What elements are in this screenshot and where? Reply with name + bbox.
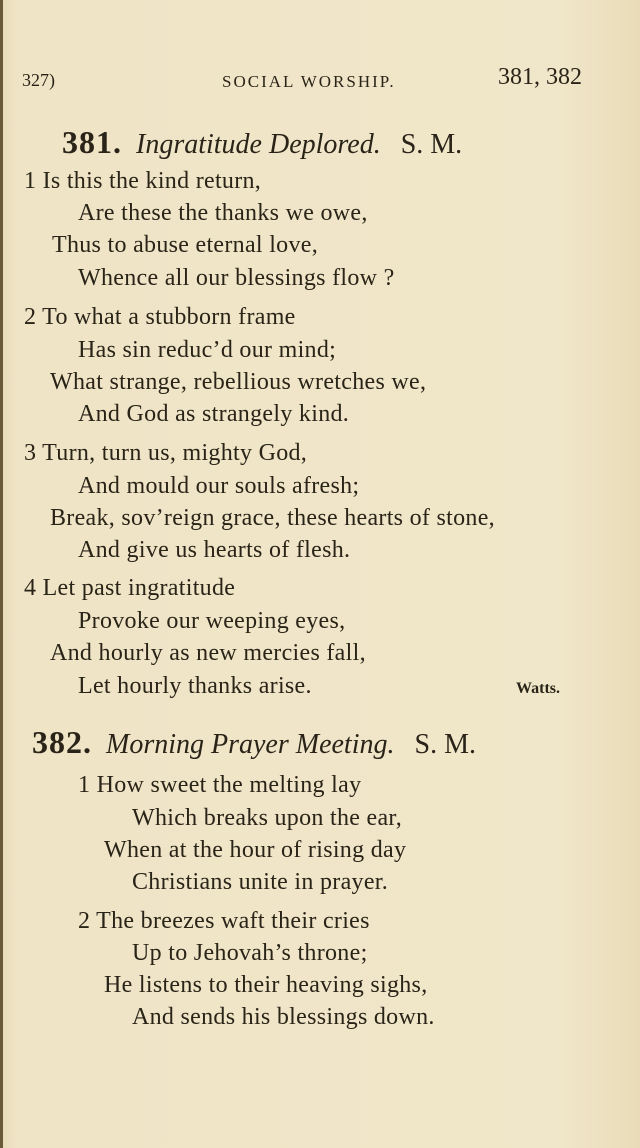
verse-line: 3 Turn, turn us, mighty God, [24, 440, 308, 466]
verse-line: Are these the thanks we owe, [78, 200, 368, 226]
hymn-title: Ingratitude Deplored. [136, 129, 381, 160]
page-edge [0, 0, 3, 1148]
verse-line: And sends his blessings down. [132, 1004, 435, 1030]
page-number: 327) [22, 70, 55, 90]
hymn-number: 381. [62, 124, 122, 160]
hymn-382-heading [32, 724, 476, 761]
hymn-meter: S. M. [400, 129, 463, 160]
verse-line: What strange, rebellious wretches we, [50, 369, 427, 395]
verse-line: 1 Is this the kind return, [24, 168, 262, 194]
hymn-381-heading [62, 124, 462, 161]
hymn-number: 382. [32, 724, 92, 760]
verse-line: Whence all our blessings flow ? [78, 265, 395, 291]
hymn-author: Watts. [516, 680, 560, 697]
verse-line: 2 To what a stubborn frame [24, 304, 296, 330]
verse-line: 1 How sweet the melting lay [78, 772, 362, 798]
hymn-title: Morning Prayer Meeting. [106, 729, 395, 760]
running-header [22, 64, 582, 100]
verse-line: He listens to their heaving sighs, [104, 972, 428, 998]
verse-line: Up to Jehovah’s throne; [132, 940, 368, 966]
running-title: SOCIAL WORSHIP. [222, 72, 396, 91]
verse-line: Which breaks upon the ear, [132, 805, 403, 831]
hymn-range: 381, 382 [498, 64, 582, 90]
verse-line: And God as strangely kind. [78, 401, 350, 427]
verse-line: Thus to abuse eternal love, [52, 232, 319, 258]
verse-line: 4 Let past ingratitude [24, 575, 236, 601]
verse-line: Has sin reduc’d our mind; [78, 337, 337, 363]
hymn-meter: S. M. [414, 729, 476, 760]
verse-line: And give us hearts of flesh. [78, 537, 351, 563]
verse-line: Christians unite in prayer. [132, 869, 389, 895]
verse-line: Provoke our weeping eyes, [78, 608, 346, 634]
verse-line: And hourly as new mercies fall, [50, 640, 366, 666]
verse-line: When at the hour of rising day [104, 837, 407, 863]
verse-line: Break, sov’reign grace, these hearts of stone, [50, 505, 495, 531]
verse-line: And mould our souls afresh; [78, 473, 360, 499]
verse-line: 2 The breezes waft their cries [78, 908, 370, 934]
verse-line: Let hourly thanks arise. [78, 673, 312, 699]
